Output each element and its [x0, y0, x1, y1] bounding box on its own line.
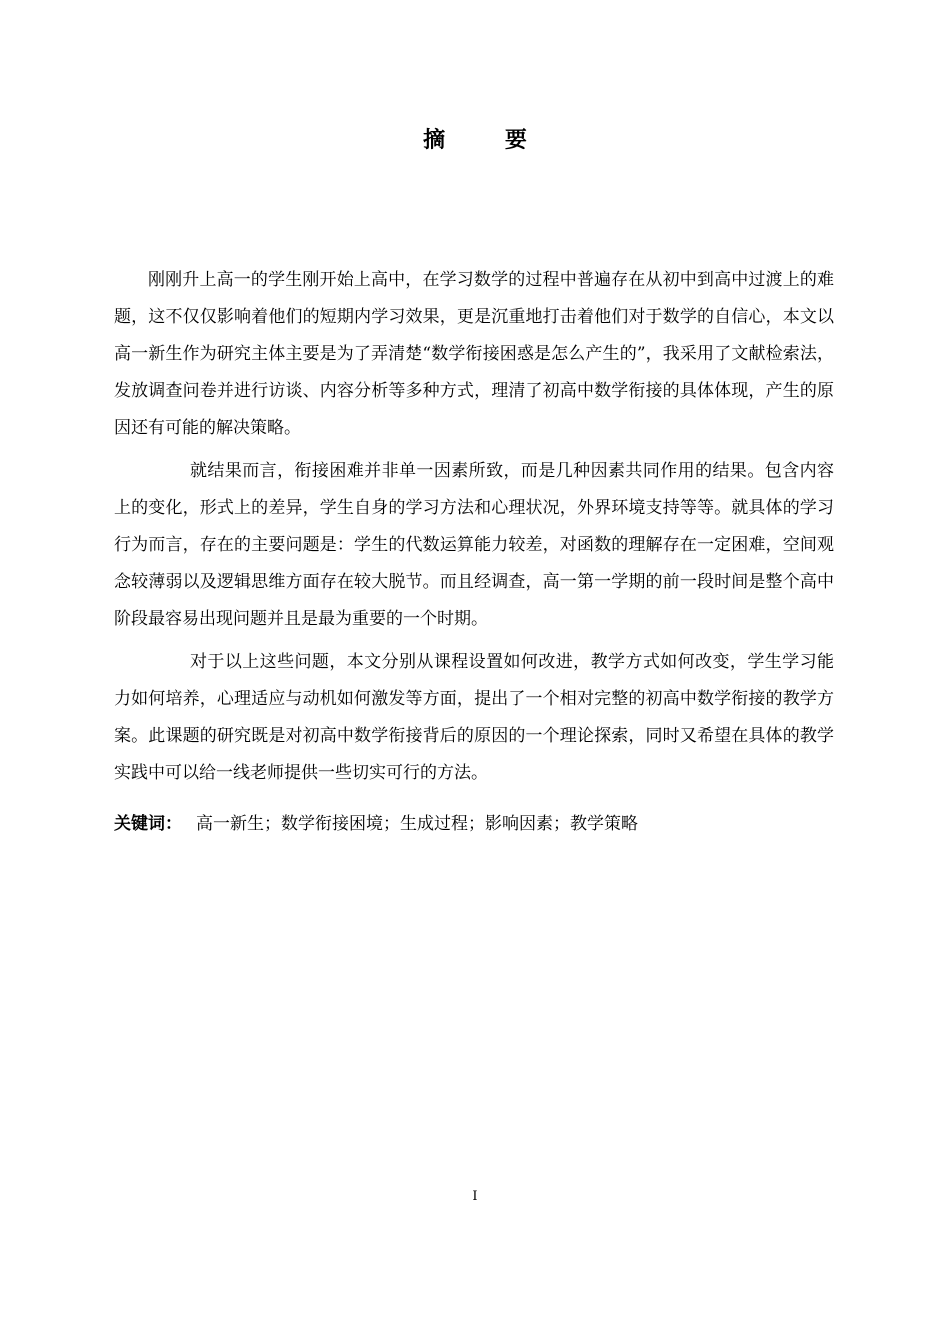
abstract-paragraph-1: 刚刚升上高一的学生刚开始上高中，在学习数学的过程中普遍存在从初中到高中过渡上的难题，这不仅仅影响着他们的短期内学习效果，更是沉重地打击着他们对于数学的自信心，本文以高一新生作为研究主体主要是为了弄清楚“数学衔接困惑是怎么产生的”，我采用了文献检索法，发放调查问卷并进行访谈、内容分析等多种方式，理清了初高中数学衔接的具体体现，产生的原因还有可能的解决策略。 — [114, 270, 834, 438]
keywords-line — [114, 806, 834, 843]
abstract-body — [114, 262, 834, 843]
abstract-paragraph-2: 就结果而言，衔接困难并非单一因素所致，而是几种因素共同作用的结果。包含内容上的变化，形式上的差异，学生自身的学习方法和心理状况，外界环境支持等等。就具体的学习行为而言，存在的主要问题是：学生的代数运算能力较差，对函数的理解存在一定困难，空间观念较薄弱以及逻辑思维方面存在较大脱节。而且经调查，高一第一学期的前一段时间是整个高中阶段最容易出现问题并且是最为重要的一个时期。 — [114, 461, 834, 629]
page-number: I — [472, 1189, 478, 1204]
abstract-paragraph-3: 对于以上这些问题，本文分别从课程设置如何改进，教学方式如何改变，学生学习能力如何培养，心理适应与动机如何激发等方面，提出了一个相对完整的初高中数学衔接的教学方案。此课题的研究既是对初高中数学衔接背后的原因的一个理论探索，同时又希望在具体的教学实践中可以给一线老师提供一些切实可行的方法。 — [114, 652, 834, 783]
keywords-label: 关键词： — [114, 814, 182, 834]
keywords-text: 高一新生；数学衔接困境；生成过程；影响因素；教学策略 — [196, 814, 638, 834]
page-title: 摘 要 — [423, 127, 553, 153]
